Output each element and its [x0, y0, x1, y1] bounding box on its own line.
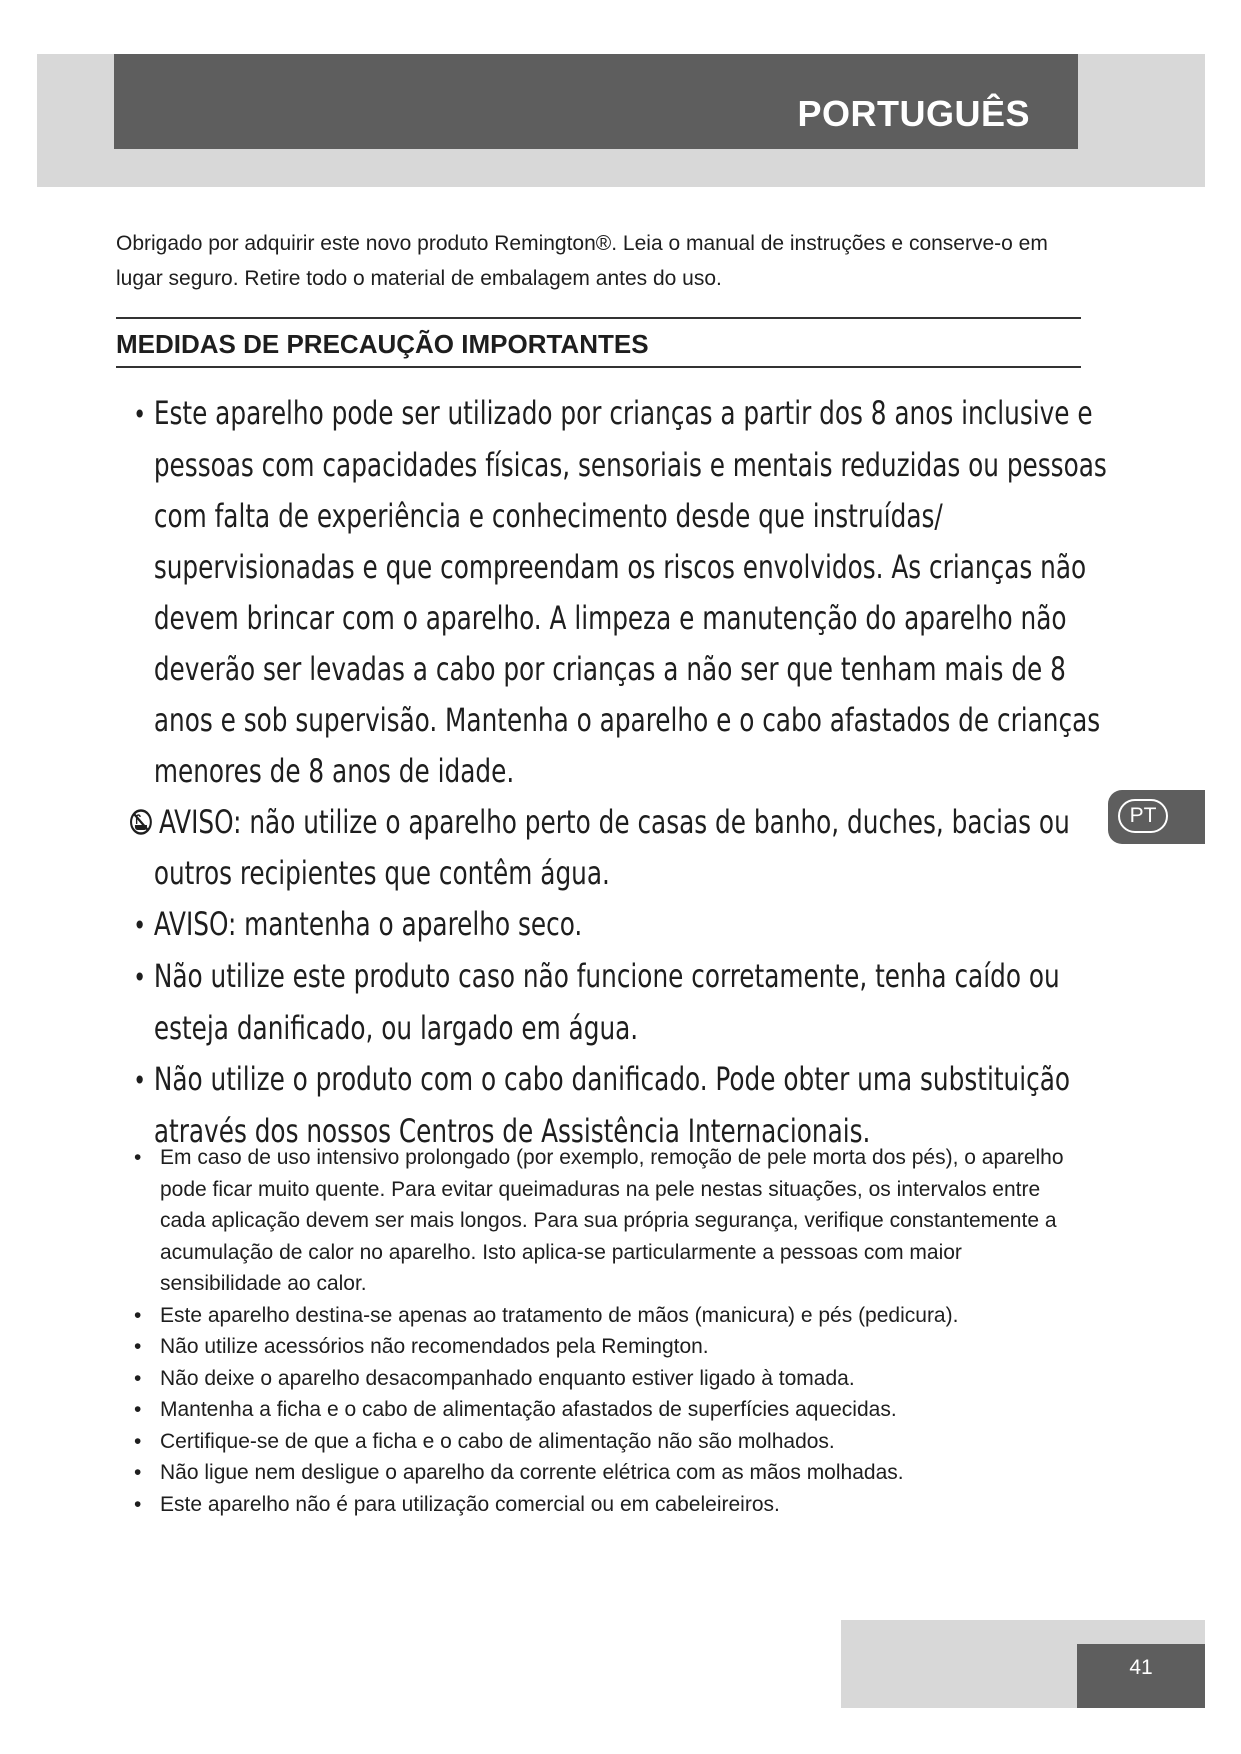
list-item: • Certifique-se de que a ficha e o cabo de alimentação não são molhados. [116, 1426, 1076, 1458]
list-item: • Não utilize o produto com o cabo danificado. Pode obter uma substituição através dos nossos Centros de Assistência Internacionais. [116, 1054, 1126, 1157]
header-box [114, 54, 1078, 149]
intro-paragraph: Obrigado por adquirir este novo produto Remington®. Leia o manual de instruções e conserve-o em lugar seguro. Retire todo o material de embalagem antes do uso. [116, 232, 1048, 290]
section-rule-top [116, 317, 1081, 319]
language-side-tab [1108, 790, 1205, 844]
large-precaution-list [116, 388, 1107, 1157]
list-item: • Este aparelho não é para utilização comercial ou em cabeleireiros. [116, 1489, 1076, 1521]
list-item-warning [116, 797, 1126, 899]
no-bath-warning-icon [130, 809, 152, 835]
list-item: • Não utilize este produto caso não funcione corretamente, tenha caído ou esteja danificado, ou largado em água. [116, 951, 1126, 1054]
list-item: • Não ligue nem desligue o aparelho da corrente elétrica com as mãos molhadas. [116, 1457, 1076, 1489]
list-item: • Este aparelho destina-se apenas ao tratamento de mãos (manicura) e pés (pedicura). [116, 1300, 1076, 1332]
language-badge: PT [1118, 799, 1168, 833]
page-number: 41 [1129, 1656, 1153, 1679]
list-item: • Mantenha a ficha e o cabo de alimentação afastados de superfícies aquecidas. [116, 1394, 1076, 1426]
list-item: • Não deixe o aparelho desacompanhado enquanto estiver ligado à tomada. [116, 1363, 1076, 1395]
warning-text: AVISO: não utilize o aparelho perto de casas de banho, duches, bacias ou outros recipientes que contêm água. [153, 803, 1070, 892]
footer-box [1077, 1644, 1205, 1708]
small-precaution-list [116, 1142, 1076, 1520]
list-item: • AVISO: mantenha o aparelho seco. [116, 899, 1126, 951]
list-item: • Não utilize acessórios não recomendados pela Remington. [116, 1331, 1076, 1363]
language-title: PORTUGUÊS [797, 93, 1030, 134]
list-item: • Este aparelho pode ser utilizado por crianças a partir dos 8 anos inclusive e pessoas com capacidades físicas, sensoriais e mentais reduzidas ou pessoas com falta de experiência e conhecimento desde que instruídas/ supervisionadas e que compreendam os riscos envolvidos. As crianças não devem brincar com o aparelho. A limpeza e manutenção do aparelho não deverão ser levadas a cabo por crianças a não ser que tenham mais de 8 anos e sob supervisão. Mantenha o aparelho e o cabo afastados de crianças menores de 8 anos de idade. [116, 388, 1126, 797]
list-item: • Em caso de uso intensivo prolongado (por exemplo, remoção de pele morta dos pés), o aparelho pode ficar muito quente. Para evitar queimaduras na pele nestas situações, os intervalos entre cada aplicação devem ser mais longos. Para sua própria segurança, verifique constantemente a acumulação de calor no aparelho. Isto aplica-se particularmente a pessoas com maior sensibilidade ao calor. [116, 1142, 1076, 1300]
section-title: MEDIDAS DE PRECAUÇÃO IMPORTANTES [116, 329, 649, 359]
section-rule-bottom [116, 366, 1081, 368]
